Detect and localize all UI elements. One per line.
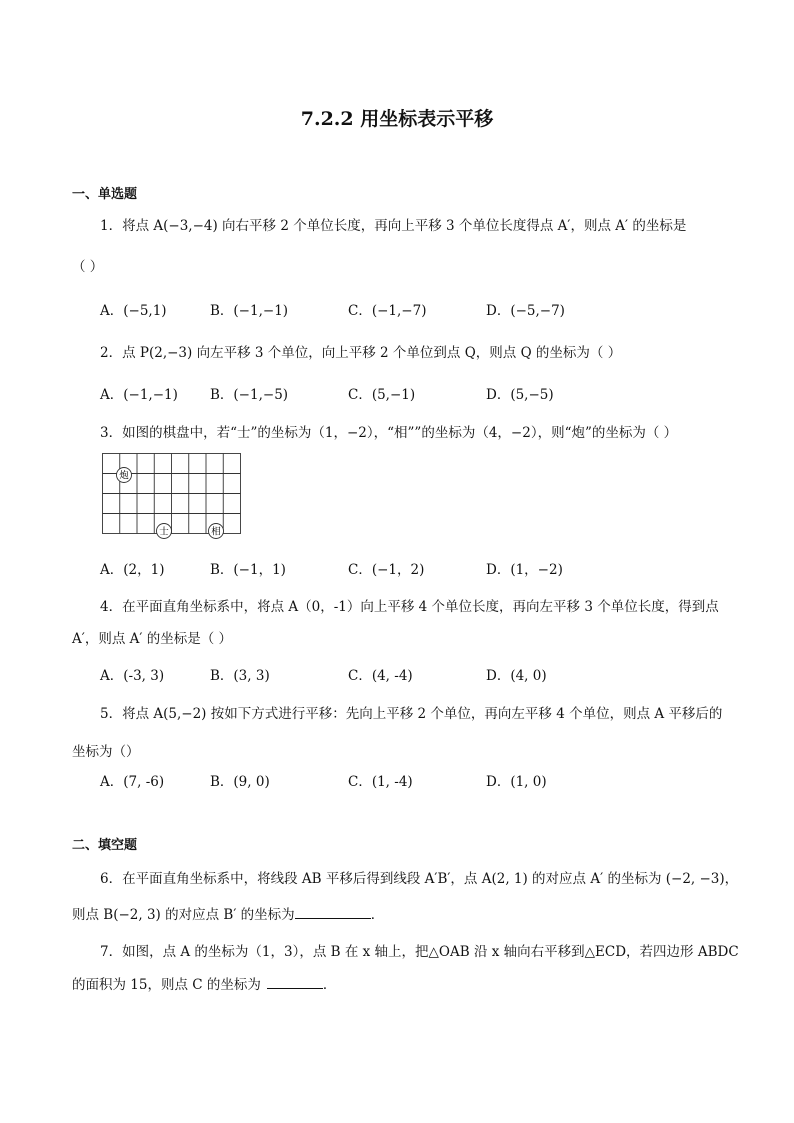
board-grid bbox=[103, 454, 241, 534]
piece-shi-label: 士 bbox=[159, 526, 169, 538]
question-7-text-cont bbox=[72, 973, 336, 993]
question-1-option-b: B．(−1,−1) bbox=[210, 303, 289, 319]
piece-xiang bbox=[209, 524, 224, 539]
question-7-text-cont-label: 的面积为 15，则点 C 的坐标为 bbox=[72, 977, 261, 993]
question-6-period: ． bbox=[370, 907, 385, 923]
question-4-text: 4．在平面直角坐标系中，将点 A（0，-1）向上平移 4 个单位长度，再向左平移 3 个单位长度，得到点 bbox=[100, 599, 719, 615]
question-3-text: 3．如图的棋盘中，若“士”的坐标为（1，−2），“相””的坐标为（4，−2），则“炮”的坐标为（ ） bbox=[100, 425, 678, 441]
question-4-option-c: C．(4, -4) bbox=[348, 668, 413, 684]
question-5-option-c: C．(1, -4) bbox=[348, 774, 413, 790]
piece-pao bbox=[117, 468, 132, 483]
question-3-option-d: D．(1，−2) bbox=[486, 562, 563, 578]
question-1-option-a: A．(−5,1) bbox=[100, 303, 167, 319]
question-2-option-c: C．(5,−1) bbox=[348, 387, 416, 403]
question-1-option-d: D．(−5,−7) bbox=[486, 303, 565, 319]
question-7-text: 7．如图，点 A 的坐标为（1，3），点 B 在 x 轴上，把△OAB 沿 x 轴向右平移到△ECD，若四边形 ABDC bbox=[100, 944, 739, 960]
question-4-option-b: B．(3, 3) bbox=[210, 668, 270, 684]
question-3-option-a: A．(2，1) bbox=[100, 562, 165, 578]
piece-xiang-label: 相 bbox=[211, 526, 221, 538]
question-2-option-a: A．(−1,−1) bbox=[100, 387, 178, 403]
chess-board-figure bbox=[102, 453, 244, 539]
question-1-paren: （ ） bbox=[72, 259, 104, 275]
question-5-text-cont: 坐标为（） bbox=[72, 744, 140, 760]
section-heading-fill-blank: 二、填空题 bbox=[72, 838, 138, 853]
question-4-option-d: D．(4, 0) bbox=[486, 668, 547, 684]
section-heading-single-choice: 一、单选题 bbox=[72, 187, 138, 202]
question-1-text: 1．将点 A(−3,−4) 向右平移 2 个单位长度，再向上平移 3 个单位长度得点 A′，则点 A′ 的坐标是 bbox=[100, 218, 687, 234]
question-5-option-b: B．(9, 0) bbox=[210, 774, 270, 790]
piece-shi bbox=[157, 524, 172, 539]
question-1-option-c: C．(−1,−7) bbox=[348, 303, 427, 319]
question-2-option-b: B．(−1,−5) bbox=[210, 387, 289, 403]
question-5-option-a: A．(7, -6) bbox=[100, 774, 165, 790]
question-2-text: 2．点 P(2,−3) 向左平移 3 个单位，向上平移 2 个单位到点 Q，则点 Q 的坐标为（ ） bbox=[100, 345, 622, 361]
question-6-answer-blank[interactable] bbox=[295, 906, 371, 919]
question-2-option-d: D．(5,−5) bbox=[486, 387, 554, 403]
question-5-text: 5．将点 A(5,−2) 按如下方式进行平移：先向上平移 2 个单位，再向左平移 4 个单位，则点 A 平移后的 bbox=[100, 706, 723, 722]
question-6-text-cont bbox=[72, 903, 384, 923]
question-5-option-d: D．(1, 0) bbox=[486, 774, 547, 790]
page-title: 7.2.2 用坐标表示平移 bbox=[300, 108, 494, 130]
question-3-option-c: C．(−1，2) bbox=[348, 562, 425, 578]
question-6-text: 6．在平面直角坐标系中，将线段 AB 平移后得到线段 A′B′，点 A(2, 1) 的对应点 A′ 的坐标为 (−2, −3)， bbox=[100, 871, 739, 887]
piece-pao-label: 炮 bbox=[119, 470, 129, 482]
question-6-text-cont-label: 则点 B(−2, 3) 的对应点 B′ 的坐标为 bbox=[72, 907, 295, 923]
question-7-answer-blank[interactable] bbox=[267, 976, 323, 989]
question-3-option-b: B．(−1，1) bbox=[210, 562, 286, 578]
question-7-period: ． bbox=[322, 977, 337, 993]
question-4-text-cont: A′，则点 A′ 的坐标是（ ） bbox=[72, 631, 233, 647]
question-4-option-a: A．(-3, 3) bbox=[100, 668, 165, 684]
